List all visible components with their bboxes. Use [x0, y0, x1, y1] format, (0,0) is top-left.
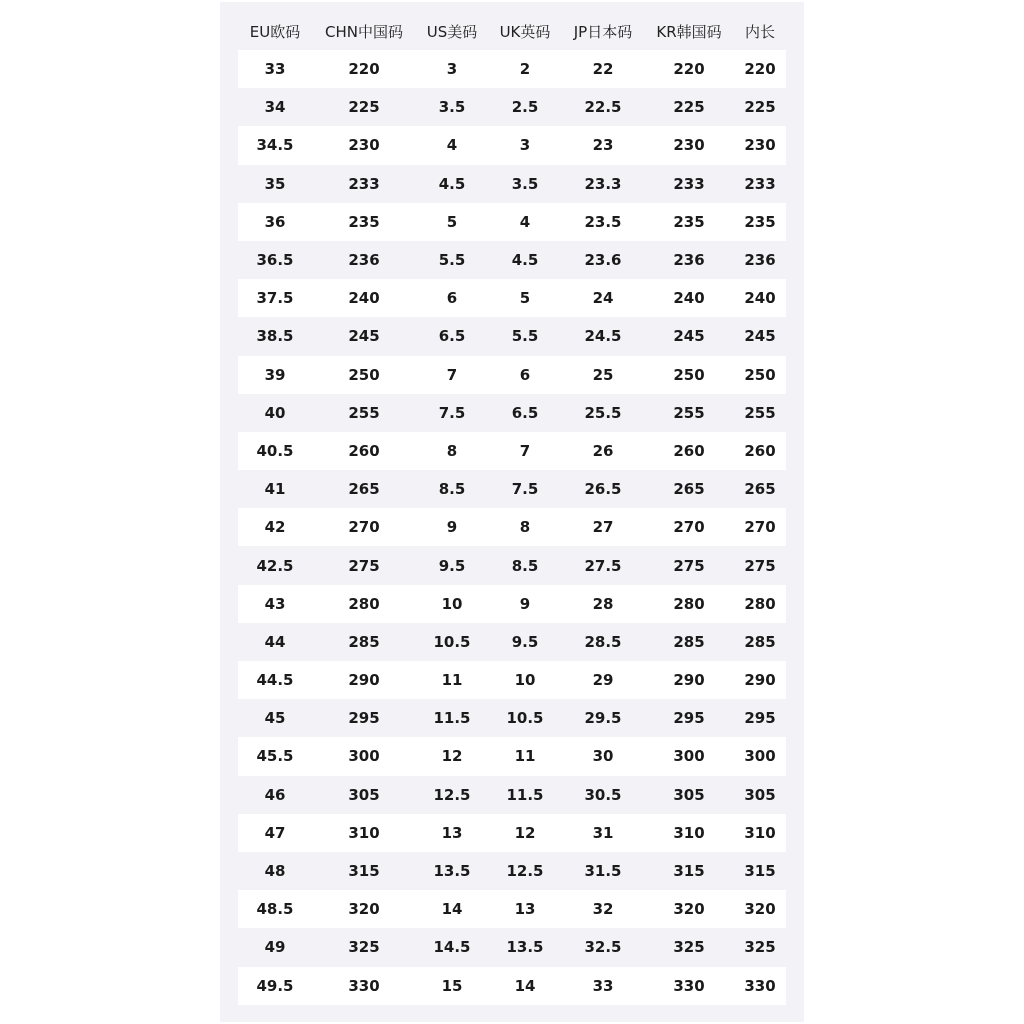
table-row: [238, 279, 786, 317]
table-row: [238, 165, 786, 203]
cell-chn: 280: [312, 585, 416, 623]
cell-us: 6.5: [416, 317, 488, 355]
cell-uk: 8: [488, 508, 562, 546]
cell-inner-length: 245: [734, 317, 786, 355]
cell-kr: 260: [644, 432, 734, 470]
cell-jp: 26.5: [562, 470, 644, 508]
cell-us: 8: [416, 432, 488, 470]
cell-kr: 235: [644, 203, 734, 241]
cell-uk: 7: [488, 432, 562, 470]
table-row: [238, 852, 786, 890]
cell-kr: 275: [644, 546, 734, 584]
cell-uk: 3.5: [488, 165, 562, 203]
header-uk: UK英码: [499, 22, 551, 41]
cell-kr: 325: [644, 928, 734, 966]
cell-chn: 220: [312, 50, 416, 88]
cell-chn: 300: [312, 737, 416, 775]
size-chart-table: [238, 12, 786, 1005]
cell-jp: 32.5: [562, 928, 644, 966]
header-kr: KR韩国码: [656, 22, 722, 41]
size-chart-body: [238, 50, 786, 1005]
cell-jp: 23.6: [562, 241, 644, 279]
cell-uk: 13.5: [488, 928, 562, 966]
cell-eu: 47: [238, 814, 312, 852]
cell-kr: 245: [644, 317, 734, 355]
cell-chn: 236: [312, 241, 416, 279]
cell-uk: 8.5: [488, 546, 562, 584]
cell-uk: 12.5: [488, 852, 562, 890]
cell-jp: 30: [562, 737, 644, 775]
cell-uk: 13: [488, 890, 562, 928]
cell-jp: 33: [562, 967, 644, 1005]
cell-jp: 27.5: [562, 546, 644, 584]
cell-chn: 265: [312, 470, 416, 508]
cell-us: 14.5: [416, 928, 488, 966]
cell-eu: 40: [238, 394, 312, 432]
cell-inner-length: 280: [734, 585, 786, 623]
cell-jp: 24: [562, 279, 644, 317]
cell-kr: 320: [644, 890, 734, 928]
cell-uk: 5: [488, 279, 562, 317]
cell-us: 12: [416, 737, 488, 775]
cell-eu: 49: [238, 928, 312, 966]
cell-us: 9.5: [416, 546, 488, 584]
cell-uk: 4: [488, 203, 562, 241]
cell-eu: 36.5: [238, 241, 312, 279]
cell-uk: 9: [488, 585, 562, 623]
cell-us: 5.5: [416, 241, 488, 279]
cell-eu: 33: [238, 50, 312, 88]
cell-kr: 265: [644, 470, 734, 508]
cell-us: 15: [416, 967, 488, 1005]
cell-kr: 305: [644, 776, 734, 814]
cell-us: 13.5: [416, 852, 488, 890]
cell-eu: 46: [238, 776, 312, 814]
table-row: [238, 814, 786, 852]
table-row: [238, 241, 786, 279]
cell-inner-length: 300: [734, 737, 786, 775]
cell-uk: 11: [488, 737, 562, 775]
header-chn: CHN中国码: [325, 22, 403, 41]
cell-jp: 25.5: [562, 394, 644, 432]
table-row: [238, 890, 786, 928]
header-us: US美码: [426, 22, 478, 41]
cell-inner-length: 290: [734, 661, 786, 699]
cell-inner-length: 330: [734, 967, 786, 1005]
cell-chn: 285: [312, 623, 416, 661]
cell-inner-length: 310: [734, 814, 786, 852]
cell-chn: 295: [312, 699, 416, 737]
cell-uk: 2: [488, 50, 562, 88]
cell-uk: 12: [488, 814, 562, 852]
cell-us: 11: [416, 661, 488, 699]
cell-kr: 255: [644, 394, 734, 432]
cell-kr: 240: [644, 279, 734, 317]
cell-inner-length: 250: [734, 356, 786, 394]
cell-kr: 315: [644, 852, 734, 890]
cell-chn: 230: [312, 126, 416, 164]
table-row: [238, 356, 786, 394]
cell-eu: 42.5: [238, 546, 312, 584]
cell-jp: 23.5: [562, 203, 644, 241]
cell-eu: 45: [238, 699, 312, 737]
cell-inner-length: 265: [734, 470, 786, 508]
cell-jp: 29.5: [562, 699, 644, 737]
cell-uk: 10.5: [488, 699, 562, 737]
cell-chn: 305: [312, 776, 416, 814]
cell-kr: 230: [644, 126, 734, 164]
cell-inner-length: 233: [734, 165, 786, 203]
header-row: [238, 12, 786, 50]
cell-uk: 10: [488, 661, 562, 699]
cell-kr: 300: [644, 737, 734, 775]
cell-us: 13: [416, 814, 488, 852]
cell-eu: 45.5: [238, 737, 312, 775]
cell-inner-length: 225: [734, 88, 786, 126]
cell-eu: 40.5: [238, 432, 312, 470]
header-eu: EU欧码: [249, 22, 301, 41]
cell-eu: 42: [238, 508, 312, 546]
cell-us: 6: [416, 279, 488, 317]
table-row: [238, 50, 786, 88]
cell-us: 8.5: [416, 470, 488, 508]
cell-chn: 290: [312, 661, 416, 699]
cell-inner-length: 285: [734, 623, 786, 661]
cell-eu: 49.5: [238, 967, 312, 1005]
cell-jp: 23: [562, 126, 644, 164]
cell-kr: 225: [644, 88, 734, 126]
size-chart-header: [238, 12, 786, 50]
table-row: [238, 203, 786, 241]
table-row: [238, 623, 786, 661]
cell-kr: 290: [644, 661, 734, 699]
cell-chn: 245: [312, 317, 416, 355]
table-row: [238, 470, 786, 508]
cell-chn: 325: [312, 928, 416, 966]
table-row: [238, 432, 786, 470]
cell-eu: 43: [238, 585, 312, 623]
cell-jp: 31: [562, 814, 644, 852]
cell-chn: 235: [312, 203, 416, 241]
cell-eu: 37.5: [238, 279, 312, 317]
cell-uk: 6.5: [488, 394, 562, 432]
cell-inner-length: 295: [734, 699, 786, 737]
cell-eu: 41: [238, 470, 312, 508]
table-row: [238, 967, 786, 1005]
header-jp: JP日本码: [573, 22, 633, 41]
cell-us: 5: [416, 203, 488, 241]
cell-chn: 320: [312, 890, 416, 928]
cell-us: 3.5: [416, 88, 488, 126]
cell-uk: 2.5: [488, 88, 562, 126]
cell-inner-length: 255: [734, 394, 786, 432]
cell-uk: 5.5: [488, 317, 562, 355]
cell-chn: 233: [312, 165, 416, 203]
cell-uk: 3: [488, 126, 562, 164]
cell-us: 11.5: [416, 699, 488, 737]
table-row: [238, 317, 786, 355]
cell-jp: 25: [562, 356, 644, 394]
cell-eu: 48: [238, 852, 312, 890]
cell-eu: 36: [238, 203, 312, 241]
cell-eu: 44.5: [238, 661, 312, 699]
cell-chn: 255: [312, 394, 416, 432]
cell-us: 10: [416, 585, 488, 623]
cell-uk: 9.5: [488, 623, 562, 661]
cell-kr: 233: [644, 165, 734, 203]
cell-us: 10.5: [416, 623, 488, 661]
cell-jp: 26: [562, 432, 644, 470]
cell-chn: 330: [312, 967, 416, 1005]
cell-chn: 260: [312, 432, 416, 470]
cell-jp: 27: [562, 508, 644, 546]
table-row: [238, 776, 786, 814]
cell-chn: 250: [312, 356, 416, 394]
cell-inner-length: 275: [734, 546, 786, 584]
table-row: [238, 661, 786, 699]
header-inner-length: 内长: [744, 22, 775, 41]
cell-eu: 39: [238, 356, 312, 394]
cell-inner-length: 270: [734, 508, 786, 546]
cell-kr: 295: [644, 699, 734, 737]
cell-us: 4: [416, 126, 488, 164]
table-row: [238, 546, 786, 584]
cell-us: 7: [416, 356, 488, 394]
cell-kr: 330: [644, 967, 734, 1005]
cell-inner-length: 305: [734, 776, 786, 814]
cell-us: 7.5: [416, 394, 488, 432]
cell-eu: 48.5: [238, 890, 312, 928]
cell-kr: 220: [644, 50, 734, 88]
table-row: [238, 585, 786, 623]
table-row: [238, 699, 786, 737]
cell-jp: 24.5: [562, 317, 644, 355]
cell-inner-length: 325: [734, 928, 786, 966]
cell-uk: 11.5: [488, 776, 562, 814]
cell-kr: 285: [644, 623, 734, 661]
cell-chn: 315: [312, 852, 416, 890]
cell-chn: 275: [312, 546, 416, 584]
table-row: [238, 928, 786, 966]
cell-us: 12.5: [416, 776, 488, 814]
table-row: [238, 88, 786, 126]
cell-inner-length: 230: [734, 126, 786, 164]
cell-jp: 28: [562, 585, 644, 623]
cell-inner-length: 260: [734, 432, 786, 470]
cell-us: 14: [416, 890, 488, 928]
table-row: [238, 126, 786, 164]
cell-jp: 32: [562, 890, 644, 928]
cell-jp: 22.5: [562, 88, 644, 126]
cell-inner-length: 235: [734, 203, 786, 241]
table-row: [238, 508, 786, 546]
cell-chn: 270: [312, 508, 416, 546]
cell-kr: 250: [644, 356, 734, 394]
table-row: [238, 737, 786, 775]
cell-eu: 34: [238, 88, 312, 126]
size-chart-card: [220, 2, 804, 1022]
cell-jp: 23.3: [562, 165, 644, 203]
cell-jp: 28.5: [562, 623, 644, 661]
cell-eu: 35: [238, 165, 312, 203]
cell-uk: 6: [488, 356, 562, 394]
cell-kr: 270: [644, 508, 734, 546]
cell-us: 3: [416, 50, 488, 88]
cell-us: 9: [416, 508, 488, 546]
cell-uk: 14: [488, 967, 562, 1005]
cell-inner-length: 320: [734, 890, 786, 928]
cell-chn: 310: [312, 814, 416, 852]
cell-jp: 30.5: [562, 776, 644, 814]
cell-chn: 240: [312, 279, 416, 317]
cell-jp: 31.5: [562, 852, 644, 890]
cell-inner-length: 236: [734, 241, 786, 279]
cell-inner-length: 240: [734, 279, 786, 317]
cell-eu: 34.5: [238, 126, 312, 164]
cell-inner-length: 315: [734, 852, 786, 890]
table-row: [238, 394, 786, 432]
cell-uk: 7.5: [488, 470, 562, 508]
cell-kr: 236: [644, 241, 734, 279]
cell-uk: 4.5: [488, 241, 562, 279]
cell-eu: 44: [238, 623, 312, 661]
cell-kr: 280: [644, 585, 734, 623]
cell-us: 4.5: [416, 165, 488, 203]
cell-jp: 29: [562, 661, 644, 699]
cell-eu: 38.5: [238, 317, 312, 355]
cell-inner-length: 220: [734, 50, 786, 88]
cell-chn: 225: [312, 88, 416, 126]
cell-jp: 22: [562, 50, 644, 88]
cell-kr: 310: [644, 814, 734, 852]
